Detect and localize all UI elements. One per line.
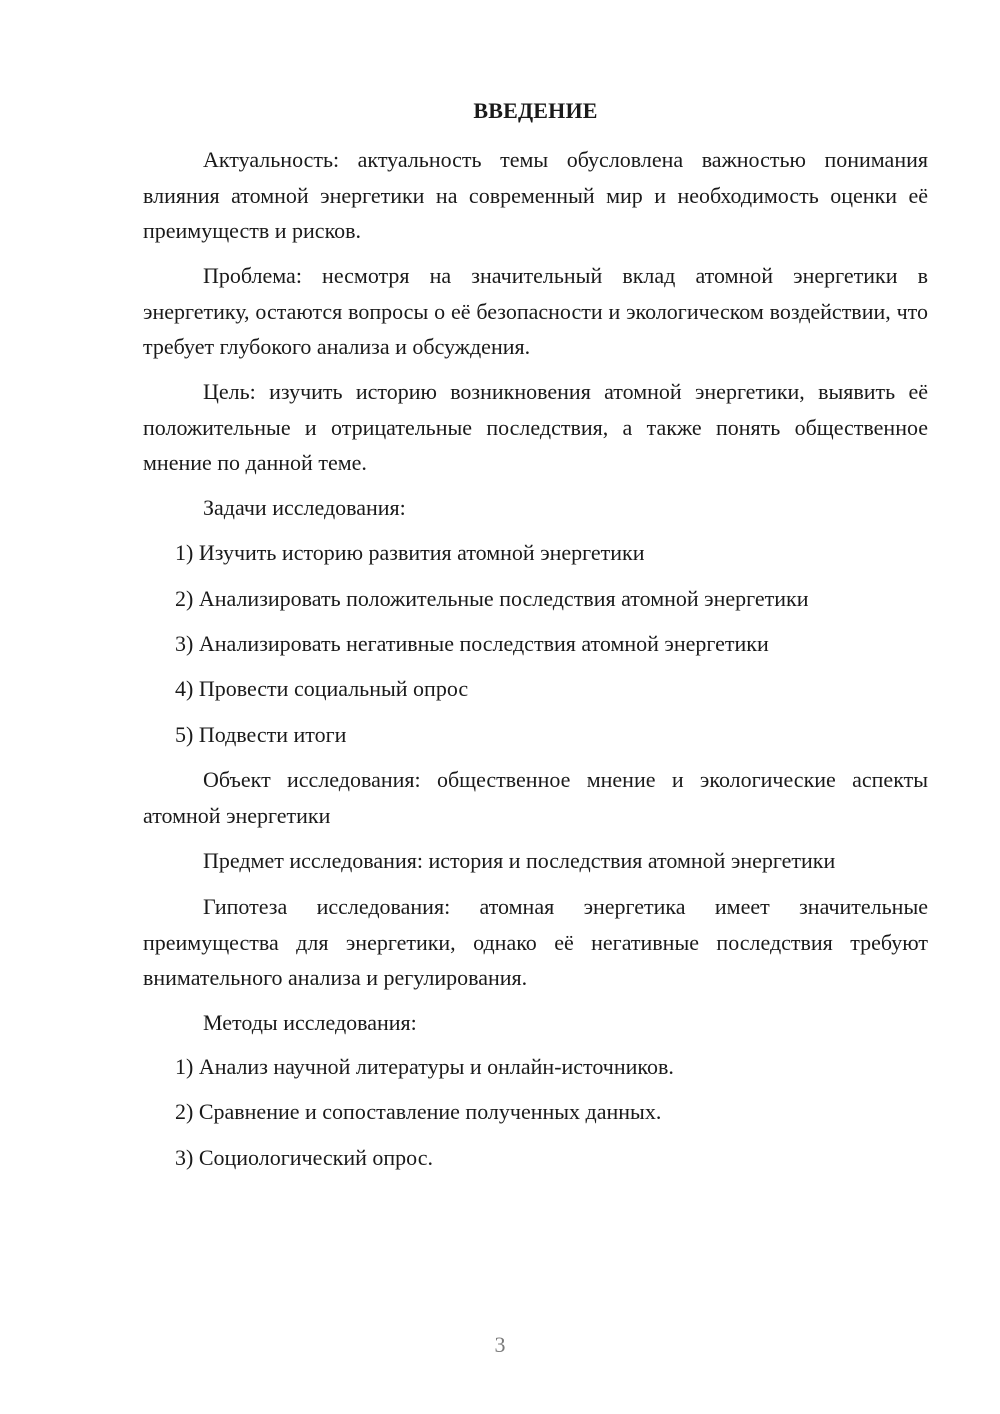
paragraph-goal: Цель: изучить историю возникновения атомной энергетики, выявить её положительные и отрицательные последствия, а также понять общественное мнение по данной теме. (143, 379, 928, 475)
paragraph-subject: Предмет исследования: история и последствия атомной энергетики (203, 848, 836, 873)
method-item-3: 3) Социологический опрос. (175, 1145, 433, 1170)
method-item-1: 1) Анализ научной литературы и онлайн-источников. (175, 1054, 674, 1079)
task-item-4: 4) Провести социальный опрос (175, 676, 469, 701)
task-item-5: 5) Подвести итоги (175, 722, 347, 747)
tasks-heading: Задачи исследования: (203, 495, 406, 520)
document-page (143, 0, 928, 1414)
page-title: ВВЕДЕНИЕ (473, 98, 598, 123)
paragraph-problem: Проблема: несмотря на значительный вклад атомной энергетики в энергетику, остаются вопросы о её безопасности и экологическом воздействии, что требует глубокого анализа и обсуждения. (143, 263, 928, 359)
method-item-2: 2) Сравнение и сопоставление полученных данных. (175, 1099, 662, 1124)
page-number: 3 (494, 1332, 506, 1357)
paragraph-relevance: Актуальность: актуальность темы обусловлена важностью понимания влияния атомной энергетики на современный мир и необходимость оценки её преимуществ и рисков. (143, 147, 928, 243)
methods-heading: Методы исследования: (203, 1010, 417, 1035)
paragraph-object: Объект исследования: общественное мнение и экологические аспекты атомной энергетики (143, 767, 928, 828)
task-item-3: 3) Анализировать негативные последствия атомной энергетики (175, 631, 769, 656)
task-item-1: 1) Изучить историю развития атомной энергетики (175, 540, 645, 565)
paragraph-hypothesis: Гипотеза исследования: атомная энергетика имеет значительные преимущества для энергетики, однако её негативные последствия требуют внимательного анализа и регулирования. (143, 894, 928, 990)
task-item-2: 2) Анализировать положительные последствия атомной энергетики (175, 586, 809, 611)
